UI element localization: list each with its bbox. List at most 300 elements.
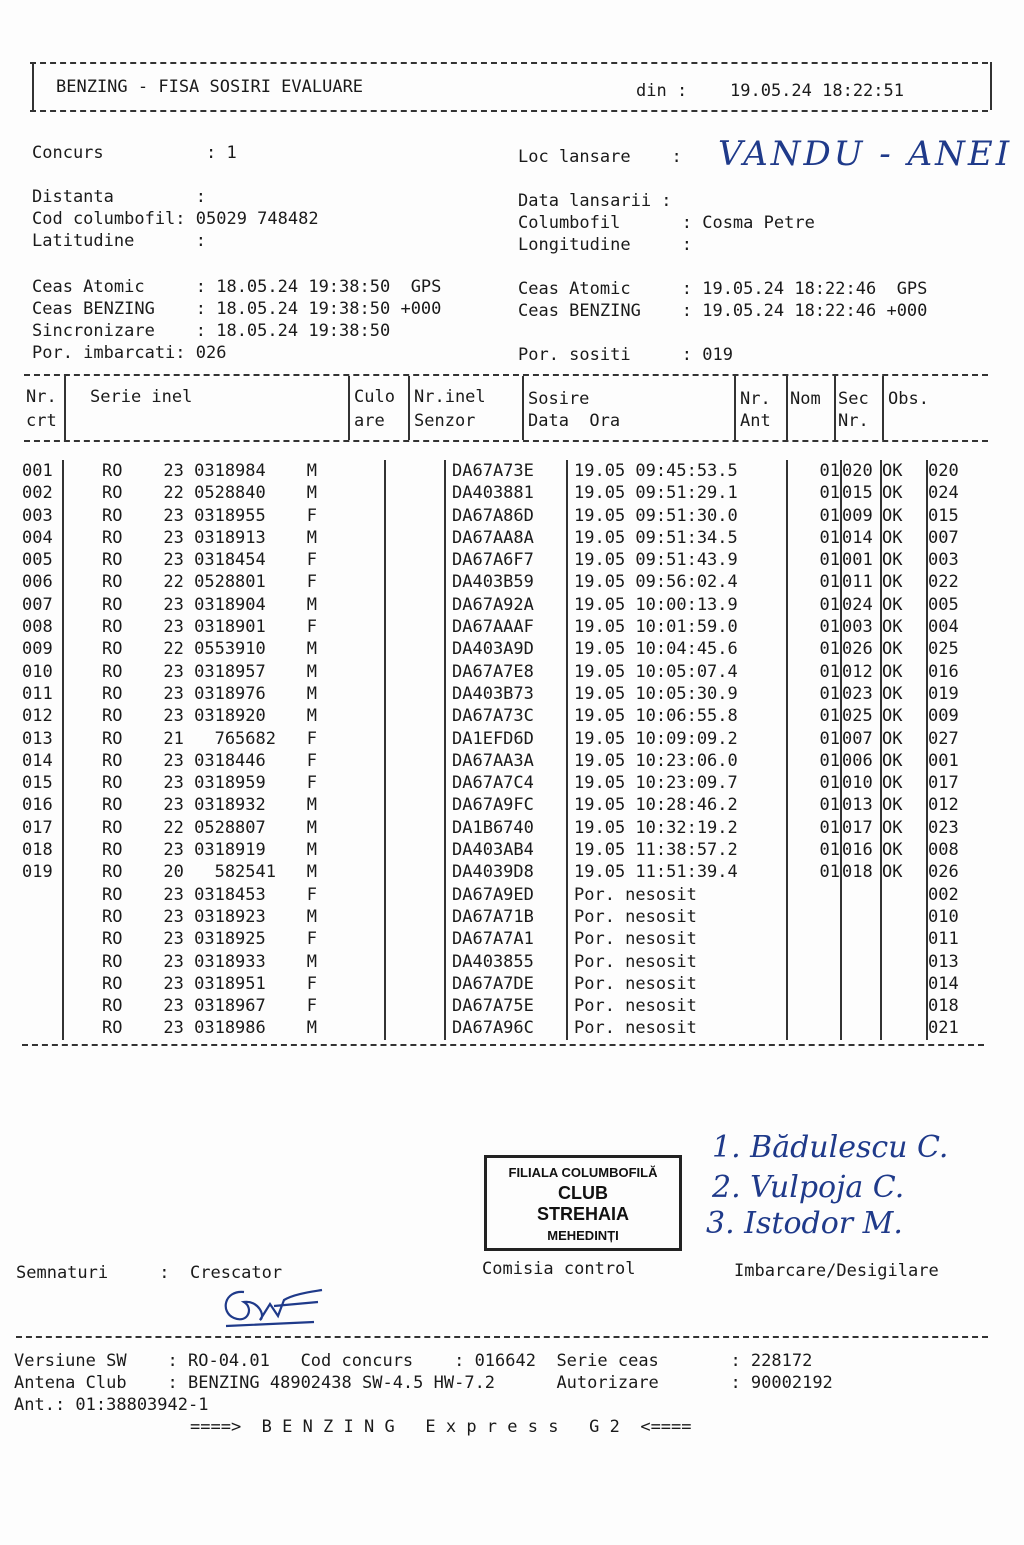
crescator-signature-icon [214, 1282, 334, 1332]
concurs-field: Concurs : 1 [32, 143, 237, 163]
cell-sec [881, 973, 927, 995]
cell-obs: 014 [928, 973, 959, 994]
table-row [22, 995, 988, 1017]
cell-nr: 019 [22, 861, 63, 883]
cell-cul [385, 594, 445, 616]
cell-cul [385, 683, 445, 705]
table-row [22, 839, 988, 861]
cell-sos: 19.05 09:51:34.5 [567, 527, 787, 549]
cell-nr [22, 951, 63, 973]
cell-sos: 19.05 11:38:57.2 [567, 839, 787, 861]
cell-nom: 013 [841, 794, 881, 816]
cell-ant [787, 928, 841, 950]
cell-nr: 006 [22, 571, 63, 593]
cell-serie: RO 23 0318925 F [63, 928, 385, 950]
cell-obs: 004 [928, 617, 959, 638]
table-row [22, 973, 988, 995]
cell-ant [787, 973, 841, 995]
cell-sec [881, 1017, 927, 1039]
cell-sos: 19.05 09:51:30.0 [567, 505, 787, 527]
cell-nr: 018 [22, 839, 63, 861]
cell-cul [385, 571, 445, 593]
cell-ant: 01 [787, 505, 841, 527]
cell-cul [385, 616, 445, 638]
cell-cul [385, 861, 445, 883]
table-bottom-rule [22, 1044, 984, 1046]
cell-sec: OK [881, 505, 927, 527]
cell-cul [385, 817, 445, 839]
table-row [22, 884, 988, 906]
cell-sen: DA403881 [445, 482, 567, 504]
cell-ant: 01 [787, 794, 841, 816]
cell-cul [385, 839, 445, 861]
cell-cul [385, 549, 445, 571]
table-row [22, 482, 988, 504]
cell-sos: 19.05 11:51:39.4 [567, 861, 787, 883]
cell-cul [385, 705, 445, 727]
cell-sen: DA403AB4 [445, 839, 567, 861]
cell-obs: 009 [928, 706, 959, 727]
cell-cul [385, 951, 445, 973]
cell-nr: 017 [22, 817, 63, 839]
cell-nr: 005 [22, 549, 63, 571]
cell-serie: RO 23 0318955 F [63, 505, 385, 527]
cell-ant: 01 [787, 571, 841, 593]
cell-nom [841, 973, 881, 995]
table-row [22, 594, 988, 616]
cell-serie: RO 23 0318920 M [63, 705, 385, 727]
cell-nom [841, 884, 881, 906]
por-sositi-field: Por. sositi : 019 [518, 345, 733, 365]
col-sec-header-2: Nr. [838, 411, 869, 431]
cell-serie: RO 23 0318904 M [63, 594, 385, 616]
cell-sec: OK [881, 683, 927, 705]
footer-rule [16, 1336, 988, 1338]
footer-line-1: Versiune SW : RO-04.01 Cod concurs : 016642 Serie ceas : 228172 [14, 1351, 813, 1371]
cell-ant: 01 [787, 861, 841, 883]
cell-nr [22, 995, 63, 1017]
col-divider [64, 376, 66, 440]
cell-sec: OK [881, 817, 927, 839]
cell-cul [385, 505, 445, 527]
ceas-benzing-start: Ceas BENZING : 18.05.24 19:38:50 +000 [32, 299, 442, 319]
cell-obs: 019 [928, 683, 959, 704]
cell-sen: DA67A7E8 [445, 661, 567, 683]
cell-ant: 01 [787, 705, 841, 727]
cell-nom: 001 [841, 549, 881, 571]
cell-sen: DA67AA3A [445, 750, 567, 772]
cell-serie: RO 23 0318446 F [63, 750, 385, 772]
col-divider [786, 376, 788, 440]
cell-sec: OK [881, 794, 927, 816]
cell-cul [385, 794, 445, 816]
cell-ant [787, 951, 841, 973]
cell-sos: Por. nesosit [567, 973, 787, 995]
cell-obs: 026 [928, 862, 959, 883]
cell-sen: DA403B59 [445, 571, 567, 593]
col-ant-header-2: Ant [740, 411, 771, 431]
cell-sen: DA67A96C [445, 1017, 567, 1039]
cell-ant: 01 [787, 772, 841, 794]
cell-obs: 022 [928, 572, 959, 593]
cell-ant: 01 [787, 527, 841, 549]
cell-nr [22, 1017, 63, 1039]
cell-sen: DA67A75E [445, 995, 567, 1017]
stamp-line-1: FILIALA COLUMBOFILĂ [508, 1165, 658, 1180]
cell-sen: DA67A7C4 [445, 772, 567, 794]
col-divider [522, 376, 524, 440]
cell-sen: DA67AA8A [445, 527, 567, 549]
ceas-benzing-end: Ceas BENZING : 19.05.24 18:22:46 +000 [518, 301, 928, 321]
cell-nom: 023 [841, 683, 881, 705]
cell-nom: 007 [841, 728, 881, 750]
cell-serie: RO 23 0318967 F [63, 995, 385, 1017]
cell-obs: 021 [928, 1018, 959, 1039]
cell-ant: 01 [787, 594, 841, 616]
cell-nom: 006 [841, 750, 881, 772]
table-row [22, 772, 988, 794]
cell-ant: 01 [787, 638, 841, 660]
cell-sos: 19.05 10:01:59.0 [567, 616, 787, 638]
cell-nom: 003 [841, 616, 881, 638]
cell-serie: RO 22 0528840 M [63, 482, 385, 504]
cell-ant: 01 [787, 817, 841, 839]
cell-ant: 01 [787, 728, 841, 750]
cell-nr: 003 [22, 505, 63, 527]
cell-nr [22, 906, 63, 928]
stamp-line-4: MEHEDINȚI [547, 1228, 619, 1243]
cell-ant [787, 1017, 841, 1039]
cell-serie: RO 23 0318986 M [63, 1017, 385, 1039]
cell-ant: 01 [787, 839, 841, 861]
cell-sos: 19.05 09:51:43.9 [567, 549, 787, 571]
table-row [22, 817, 988, 839]
cell-nr: 008 [22, 616, 63, 638]
table-row [22, 460, 988, 482]
cell-serie: RO 23 0318951 F [63, 973, 385, 995]
club-stamp [484, 1155, 682, 1251]
cell-sos: Por. nesosit [567, 928, 787, 950]
cell-sec: OK [881, 750, 927, 772]
cell-obs: 018 [928, 996, 959, 1017]
cell-cul [385, 772, 445, 794]
cell-serie: RO 23 0318923 M [63, 906, 385, 928]
cell-nr: 016 [22, 794, 63, 816]
cell-obs: 020 [928, 461, 959, 481]
cell-nom: 015 [841, 482, 881, 504]
cell-nom: 024 [841, 594, 881, 616]
col-culoare-header: Culo [354, 387, 395, 407]
cell-serie: RO 23 0318976 M [63, 683, 385, 705]
cell-sos: 19.05 10:04:45.6 [567, 638, 787, 660]
cell-ant [787, 884, 841, 906]
cell-cul [385, 928, 445, 950]
table-row [22, 638, 988, 660]
cell-cul [385, 638, 445, 660]
handwritten-member-3: 3. Istodor M. [706, 1206, 903, 1241]
table-row [22, 571, 988, 593]
cell-nr: 001 [22, 460, 63, 482]
cell-obs: 005 [928, 594, 959, 615]
cell-nom [841, 951, 881, 973]
cell-nom: 018 [841, 861, 881, 883]
cell-sen: DA67A73C [445, 705, 567, 727]
cell-ant: 01 [787, 750, 841, 772]
cell-ant: 01 [787, 616, 841, 638]
table-row [22, 616, 988, 638]
cell-obs: 011 [928, 929, 959, 950]
cell-sos: 19.05 10:06:55.8 [567, 705, 787, 727]
cell-nr [22, 928, 63, 950]
cell-obs: 027 [928, 728, 959, 749]
cell-sos: 19.05 10:05:30.9 [567, 683, 787, 705]
cell-sen: DA403A9D [445, 638, 567, 660]
cell-ant [787, 906, 841, 928]
latitudine-field: Latitudine : [32, 231, 206, 251]
col-serie-header: Serie inel [90, 387, 193, 407]
cell-sos: 19.05 10:23:06.0 [567, 750, 787, 772]
table-row [22, 1017, 988, 1039]
cell-sec: OK [881, 839, 927, 861]
table-row [22, 705, 988, 727]
cell-sec [881, 951, 927, 973]
cell-sos: 19.05 09:56:02.4 [567, 571, 787, 593]
cell-obs: 025 [928, 639, 959, 660]
table-header-bottom-rule [24, 440, 988, 442]
cell-nom: 025 [841, 705, 881, 727]
cell-nom [841, 906, 881, 928]
col-nom-header: Nom [790, 389, 821, 409]
cell-nom [841, 995, 881, 1017]
cell-serie: RO 23 0318913 M [63, 527, 385, 549]
cell-cul [385, 482, 445, 504]
cell-sec: OK [881, 705, 927, 727]
cell-serie: RO 23 0318984 M [63, 460, 385, 482]
cell-serie: RO 23 0318919 M [63, 839, 385, 861]
longitudine-field: Longitudine : [518, 235, 692, 255]
cell-sen: DA1B6740 [445, 817, 567, 839]
cell-sen: DA4039D8 [445, 861, 567, 883]
cell-sec: OK [881, 616, 927, 638]
cell-nom: 009 [841, 505, 881, 527]
footer-banner: ====> B E N Z I N G E x p r e s s G 2 <==== [190, 1417, 692, 1437]
cell-serie: RO 23 0318453 F [63, 884, 385, 906]
col-obs-header: Obs. [888, 389, 929, 409]
stamp-line-2: CLUB [558, 1183, 608, 1203]
cell-cul [385, 906, 445, 928]
cell-sos: Por. nesosit [567, 995, 787, 1017]
cell-nr: 014 [22, 750, 63, 772]
cell-ant: 01 [787, 683, 841, 705]
distanta-field: Distanta : [32, 187, 206, 207]
cell-cul [385, 995, 445, 1017]
cell-sec: OK [881, 527, 927, 549]
col-nr-header-2: crt [26, 411, 57, 431]
cell-sec: OK [881, 661, 927, 683]
cell-obs: 015 [928, 505, 959, 526]
cell-sen: DA1EFD6D [445, 728, 567, 750]
arrivals-table [22, 460, 988, 1040]
cell-sen: DA67A9FC [445, 794, 567, 816]
cell-obs: 001 [928, 750, 959, 771]
cell-sen: DA67A6F7 [445, 549, 567, 571]
col-ant-header: Nr. [740, 389, 771, 409]
cell-nom: 016 [841, 839, 881, 861]
cell-nr: 012 [22, 705, 63, 727]
col-sosire-header: Sosire [528, 389, 590, 409]
table-row [22, 527, 988, 549]
cod-columbofil-field: Cod columbofil: 05029 748482 [32, 209, 319, 229]
cell-cul [385, 884, 445, 906]
footer-line-2: Antena Club : BENZING 48902438 SW-4.5 HW-7.2 Autorizare : 90002192 [14, 1373, 833, 1393]
cell-sec: OK [881, 861, 927, 883]
cell-sos: 19.05 10:09:09.2 [567, 728, 787, 750]
cell-nom [841, 928, 881, 950]
table-row [22, 861, 988, 883]
table-row [22, 951, 988, 973]
cell-sos: 19.05 10:23:09.7 [567, 772, 787, 794]
cell-nr: 009 [22, 638, 63, 660]
cell-obs: 007 [928, 527, 959, 548]
cell-serie: RO 23 0318959 F [63, 772, 385, 794]
cell-obs: 010 [928, 906, 959, 927]
table-row [22, 683, 988, 705]
table-row [22, 794, 988, 816]
cell-nr: 007 [22, 594, 63, 616]
cell-nom: 010 [841, 772, 881, 794]
cell-sen: DA67A7A1 [445, 928, 567, 950]
cell-sos: Por. nesosit [567, 951, 787, 973]
cell-obs: 013 [928, 951, 959, 972]
table-header-top-rule [24, 374, 988, 376]
cell-ant: 01 [787, 549, 841, 571]
col-sosire-header-2: Data Ora [528, 411, 621, 431]
cell-nr: 011 [22, 683, 63, 705]
cell-serie: RO 23 0318932 M [63, 794, 385, 816]
arrivals-table-body [22, 460, 988, 1040]
cell-nr: 004 [22, 527, 63, 549]
col-divider [734, 376, 736, 440]
cell-serie: RO 21 765682 F [63, 728, 385, 750]
cell-sos: 19.05 09:45:53.5 [567, 460, 787, 482]
cell-ant: 01 [787, 661, 841, 683]
por-imbarcati-field: Por. imbarcati: 026 [32, 343, 227, 363]
cell-sos: Por. nesosit [567, 906, 787, 928]
handwritten-member-2: 2. Vulpoja C. [712, 1170, 905, 1205]
cell-cul [385, 728, 445, 750]
cell-obs: 024 [928, 483, 959, 504]
cell-sec [881, 906, 927, 928]
handwritten-member-1: 1. Bădulescu C. [712, 1130, 949, 1165]
cell-nom [841, 1017, 881, 1039]
cell-ant: 01 [787, 460, 841, 482]
header-bottom-rule [30, 110, 988, 112]
sincronizare-field: Sincronizare : 18.05.24 19:38:50 [32, 321, 391, 341]
cell-sec: OK [881, 460, 927, 482]
cell-sec: OK [881, 728, 927, 750]
col-divider [834, 376, 836, 440]
cell-nr: 010 [22, 661, 63, 683]
col-senzor-header: Nr.inel [414, 387, 486, 407]
cell-cul [385, 661, 445, 683]
cell-sec: OK [881, 594, 927, 616]
cell-sos: 19.05 10:28:46.2 [567, 794, 787, 816]
col-divider [408, 376, 410, 440]
cell-serie: RO 23 0318933 M [63, 951, 385, 973]
footer-line-3: Ant.: 01:38803942-1 [14, 1395, 209, 1415]
col-divider [348, 376, 350, 440]
columbofil-field: Columbofil : Cosma Petre [518, 213, 815, 233]
stamp-line-3: STREHAIA [536, 1204, 629, 1224]
cell-sen: DA403B73 [445, 683, 567, 705]
cell-sos: Por. nesosit [567, 1017, 787, 1039]
cell-cul [385, 973, 445, 995]
cell-nr [22, 884, 63, 906]
cell-nr: 015 [22, 772, 63, 794]
cell-sen: DA67A86D [445, 505, 567, 527]
col-senzor-header-2: Senzor [414, 411, 476, 431]
cell-cul [385, 460, 445, 482]
cell-sec [881, 995, 927, 1017]
loc-lansare-handwritten: VANDU - ANEI [718, 134, 1013, 174]
cell-obs: 012 [928, 795, 959, 816]
cell-obs: 002 [928, 884, 959, 905]
cell-sec: OK [881, 638, 927, 660]
cell-sec: OK [881, 482, 927, 504]
signatures-label: Semnaturi : Crescator [16, 1263, 283, 1283]
cell-sen: DA67A9ED [445, 884, 567, 906]
cell-nom: 014 [841, 527, 881, 549]
cell-sec: OK [881, 571, 927, 593]
ceas-atomic-start: Ceas Atomic : 18.05.24 19:38:50 GPS [32, 277, 442, 297]
cell-sen: DA67A7DE [445, 973, 567, 995]
col-culoare-header-2: are [354, 411, 385, 431]
cell-nr [22, 973, 63, 995]
table-row [22, 906, 988, 928]
cell-ant [787, 995, 841, 1017]
cell-serie: RO 23 0318957 M [63, 661, 385, 683]
cell-sen: DA67AAAF [445, 616, 567, 638]
cell-cul [385, 527, 445, 549]
col-sec-header: Sec [838, 389, 869, 409]
sheet-datetime: 19.05.24 18:22:51 [730, 81, 904, 101]
cell-nr: 002 [22, 482, 63, 504]
cell-cul [385, 750, 445, 772]
cell-nom: 012 [841, 661, 881, 683]
cell-sen: DA67A71B [445, 906, 567, 928]
col-divider [882, 376, 884, 440]
cell-serie: RO 22 0528801 F [63, 571, 385, 593]
cell-sen: DA67A73E [445, 460, 567, 482]
cell-sos: 19.05 10:05:07.4 [567, 661, 787, 683]
cell-sen: DA403855 [445, 951, 567, 973]
imbarcare-label: Imbarcare/Desigilare [734, 1261, 939, 1281]
table-row [22, 549, 988, 571]
cell-sec [881, 884, 927, 906]
cell-obs: 023 [928, 817, 959, 838]
cell-obs: 003 [928, 550, 959, 571]
table-row [22, 505, 988, 527]
table-row [22, 750, 988, 772]
cell-nr: 013 [22, 728, 63, 750]
cell-cul [385, 1017, 445, 1039]
sheet-din-label: din : [636, 81, 688, 101]
cell-serie: RO 22 0528807 M [63, 817, 385, 839]
sheet-title: BENZING - FISA SOSIRI EVALUARE [56, 77, 364, 97]
cell-sec: OK [881, 772, 927, 794]
table-row [22, 728, 988, 750]
cell-serie: RO 23 0318901 F [63, 616, 385, 638]
